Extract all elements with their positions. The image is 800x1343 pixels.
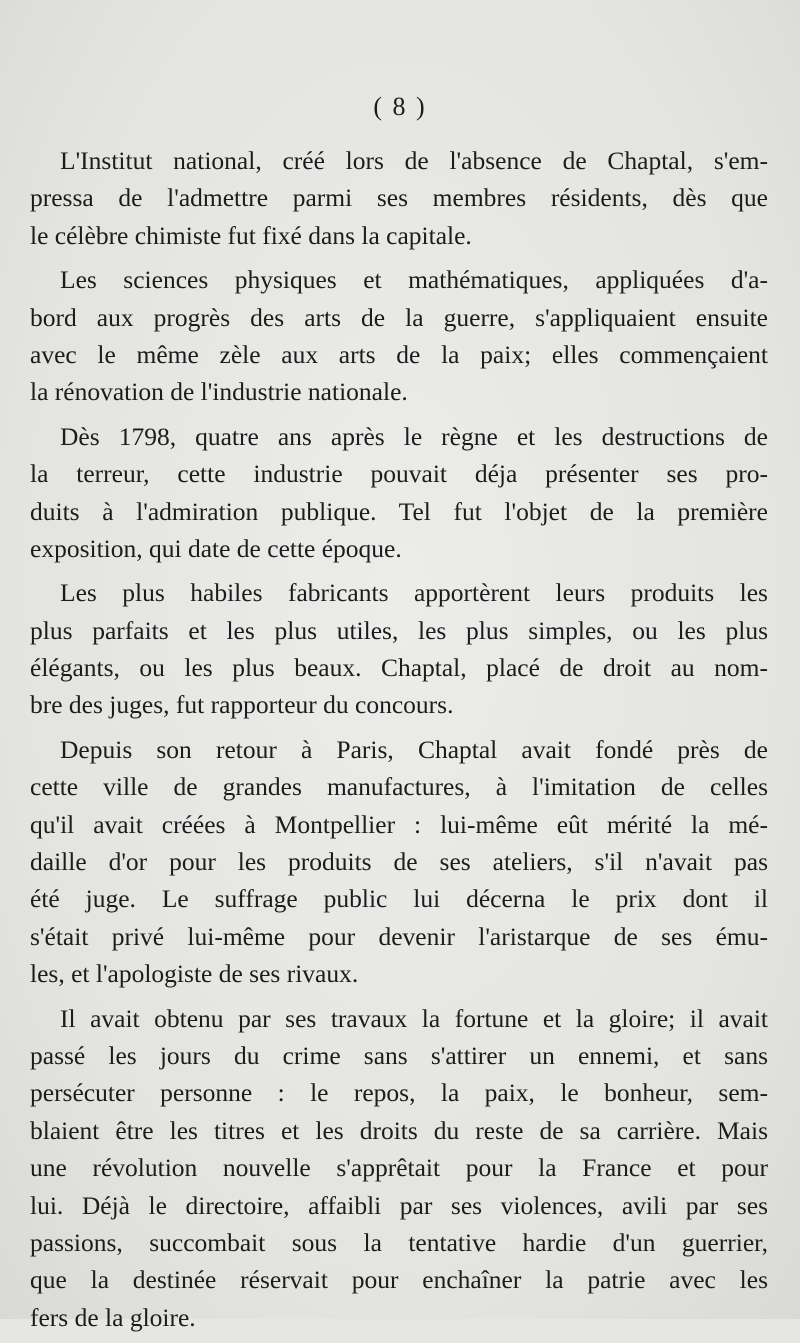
page-number: ( 8 ) [373,92,427,121]
text-line: s'était privé lui-même pour devenir l'aristarque de ses ému- [30,921,768,951]
paragraph [30,418,768,568]
text-line: daille d'or pour les produits de ses ateliers, s'il n'avait pas [30,847,768,877]
text-line: été juge. Le suffrage public lui décerna le prix dont il [30,884,768,914]
text-line: passions, succombait sous la tentative hardie d'un guerrier, [30,1227,768,1257]
paragraph [30,1000,768,1337]
text-line: L'Institut national, créé lors de l'absence de Chaptal, s'em- [60,146,768,175]
text-line: Depuis son retour à Paris, Chaptal avait fondé près de [60,734,768,764]
text-line: lui. Déjà le directoire, affaibli par ses violences, avili par ses [30,1190,768,1220]
text-line: la rénovation de l'industrie nationale. [30,377,408,407]
text-line: cette ville de grandes manufactures, à l'imitation de celles [30,772,768,802]
text-line: bord aux progrès des arts de la guerre, s'appliquaient ensuite [30,302,768,332]
paragraph [30,731,768,993]
paragraph [30,261,768,411]
text-line: blaient être les titres et les droits du reste de sa carrière. Mais [30,1115,768,1145]
text-line: la terreur, cette industrie pouvait déja présenter ses pro- [30,459,768,489]
text-line: avec le même zèle aux arts de la paix; elles commençaient [30,339,768,369]
text-line: le célèbre chimiste fut fixé dans la capitale. [30,220,472,250]
paragraph [30,574,768,724]
body-text [30,142,768,1343]
text-line: Les sciences physiques et mathématiques, appliquées d'a- [60,265,768,295]
text-line: Il avait obtenu par ses travaux la fortune et la gloire; il avait [60,1003,768,1033]
text-line: bre des juges, fut rapporteur du concours. [30,690,454,720]
text-line: élégants, ou les plus beaux. Chaptal, placé de droit au nom- [30,653,768,683]
text-line: fers de la gloire. [30,1302,196,1332]
text-line: qu'il avait créées à Montpellier : lui-même eût mérité la mé- [30,809,768,839]
text-line: une révolution nouvelle s'apprêtait pour la France et pour [30,1153,768,1183]
text-line: pressa de l'admettre parmi ses membres résidents, dès que [30,183,768,213]
text-line: plus parfaits et les plus utiles, les plus simples, ou les plus [30,615,768,645]
text-line: les, et l'apologiste de ses rivaux. [30,959,359,989]
paragraph [30,142,768,254]
text-line: passé les jours du crime sans s'attirer un ennemi, et sans [30,1040,768,1070]
text-line: que la destinée réservait pour enchaîner la patrie avec les [30,1265,768,1295]
text-line: Les plus habiles fabricants apportèrent leurs produits les [60,578,768,608]
text-line: persécuter personne : le repos, la paix, le bonheur, sem- [30,1078,768,1108]
text-line: Dès 1798, quatre ans après le règne et les destructions de [60,421,768,451]
text-line: exposition, qui date de cette époque. [30,533,402,563]
text-line: duits à l'admiration publique. Tel fut l'objet de la première [30,496,768,526]
